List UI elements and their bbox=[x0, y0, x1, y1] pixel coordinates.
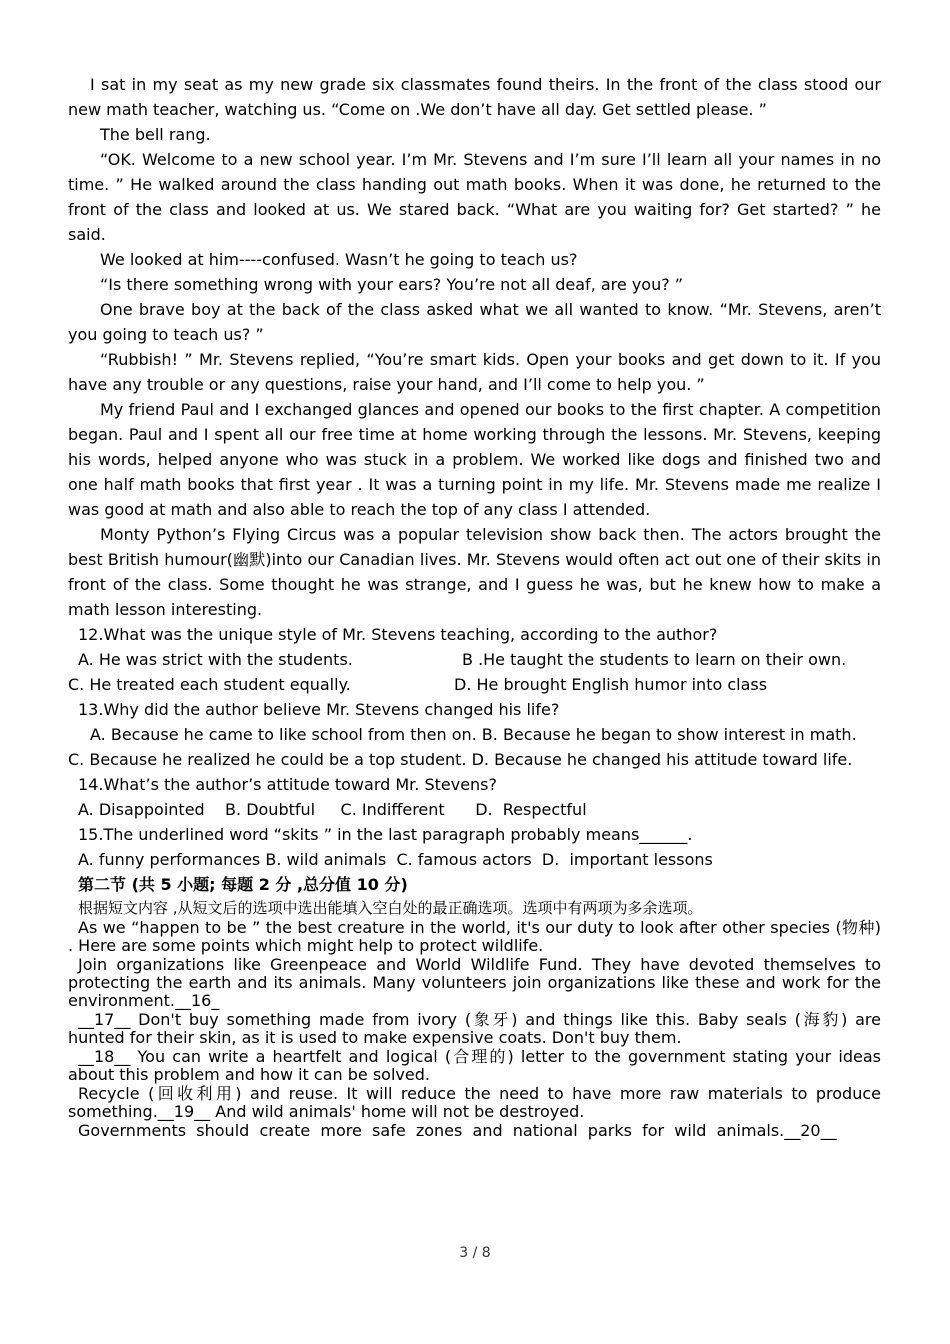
blank-17: __17__ bbox=[78, 1010, 131, 1029]
section-2-paragraph-2-text: Join organizations like Greenpeace and World Wildlife Fund. They have devoted themselves to protecting the earth and its animals. Many volunteers join organizations like these and work for the environment. bbox=[68, 955, 881, 1010]
paragraph-3: “OK. Welcome to a new school year. I’m Mr. Stevens and I’m sure I’ll learn all your names in no time. ” He walked around the class handing out math books. When it was done, he returned to the front of the class and looked at us. We stared back. “What are you waiting for? Get started? ” he said. bbox=[68, 150, 881, 244]
section-2-paragraph-6-text: Governments should create more safe zones and national parks for wild animals. bbox=[78, 1121, 785, 1140]
question-12-option-d: D. He brought English humor into class bbox=[454, 675, 768, 694]
section-2-paragraph-4 bbox=[68, 1048, 881, 1084]
question-14-stem: 14.What’s the author’s attitude toward Mr. Stevens? bbox=[78, 775, 497, 794]
section-2-paragraph-5 bbox=[68, 1085, 881, 1121]
question-12-options-cd bbox=[68, 672, 881, 697]
question-12-option-a: A. He was strict with the students. bbox=[78, 650, 353, 669]
question-12-stem: 12.What was the unique style of Mr. Stevens teaching, according to the author? bbox=[78, 625, 718, 644]
question-15-stem: 15.The underlined word “skits ” in the last paragraph probably means______. bbox=[78, 825, 693, 844]
page-number: 3 / 8 bbox=[459, 1245, 491, 1261]
section-2-paragraph-2 bbox=[68, 956, 881, 1010]
question-12-option-b: B .He taught the students to learn on their own. bbox=[462, 650, 847, 669]
section-2-paragraph-4-text: You can write a heartfelt and logical (合理的) letter to the government stating your ideas about this problem and how it can be solved. bbox=[68, 1047, 881, 1084]
question-15-options: A. funny performances B. wild animals C. famous actors D. important lessons bbox=[78, 850, 713, 869]
paragraph-5: “Is there something wrong with your ears? You’re not all deaf, are you? ” bbox=[100, 275, 684, 294]
question-12-option-c: C. He treated each student equally. bbox=[68, 675, 351, 694]
section-2-paragraph-3-text: Don't buy something made from ivory (象牙) and things like this. Baby seals (海豹) are hunted for their skin, as it is used to make expensive coats. Don't buy them. bbox=[68, 1010, 881, 1047]
question-12-options-ab bbox=[68, 647, 881, 672]
paragraph-6: One brave boy at the back of the class asked what we all wanted to know. “Mr. Stevens, aren’t you going to teach us? ” bbox=[68, 300, 881, 344]
question-13-options-cd: C. Because he realized he could be a top student. D. Because he changed his attitude toward life. bbox=[68, 750, 853, 769]
blank-18: __18__ bbox=[78, 1047, 131, 1066]
section-2-paragraph-3 bbox=[68, 1011, 881, 1047]
paragraph-7: “Rubbish! ” Mr. Stevens replied, “You’re smart kids. Open your books and get down to it. If you have any trouble or any questions, raise your hand, and I’ll come to help you. ” bbox=[68, 350, 881, 394]
section-2-paragraph-6 bbox=[68, 1122, 881, 1140]
paragraph-9: Monty Python’s Flying Circus was a popular television show back then. The actors brought the best British humour(幽默)into our Canadian lives. Mr. Stevens would often act out one of their skits in front of the class. Some thought he was strange, and I guess he was, but he knew how to make a math lesson interesting. bbox=[68, 525, 881, 619]
paragraph-4: We looked at him----confused. Wasn’t he going to teach us? bbox=[100, 250, 578, 269]
paragraph-8: My friend Paul and I exchanged glances and opened our books to the first chapter. A competition began. Paul and I spent all our free time at home working through the lessons. Mr. Stevens, keeping his words, helped anyone who was stuck in a problem. We worked like dogs and finished two and one half math books that first year . It was a turning point in my life. Mr. Stevens made me realize I was good at math and also able to reach the top of any class I attended. bbox=[68, 400, 881, 519]
paragraph-2: The bell rang. bbox=[100, 125, 211, 144]
blank-19: __19__ bbox=[157, 1102, 211, 1121]
section-2-paragraph-1: As we “happen to be ” the best creature in the world, it's our duty to look after other species (物种) . Here are some points which might help to protect wildlife. bbox=[68, 918, 881, 955]
section-2-heading: 第二节 (共 5 小题; 每题 2 分 ,总分值 10 分) bbox=[78, 875, 408, 894]
blank-16: __16_ bbox=[174, 991, 220, 1010]
section-2-paragraph-5-text-b: And wild animals' home will not be destroyed. bbox=[210, 1102, 585, 1121]
blank-20: __20__ bbox=[784, 1121, 837, 1140]
section-2-paragraph-5-text-a: Recycle (回收利用) and reuse. It will reduce the need to have more raw materials to produce something. bbox=[68, 1084, 881, 1121]
paragraph-1: I sat in my seat as my new grade six classmates found theirs. In the front of the class stood our new math teacher, watching us. “Come on .We don’t have all day. Get settled please. ” bbox=[68, 75, 881, 119]
question-13-stem: 13.Why did the author believe Mr. Stevens changed his life? bbox=[78, 700, 560, 719]
section-2-instruction: 根据短文内容 ,从短文后的选项中选出能填入空白处的最正确选项。选项中有两项为多余选项。 bbox=[78, 899, 703, 917]
question-14-options: A. Disappointed B. Doubtful C. Indifferent D. Respectful bbox=[78, 800, 587, 819]
page-content bbox=[68, 72, 881, 1141]
question-13-options-ab: A. Because he came to like school from then on. B. Because he began to show interest in math. bbox=[90, 725, 857, 744]
